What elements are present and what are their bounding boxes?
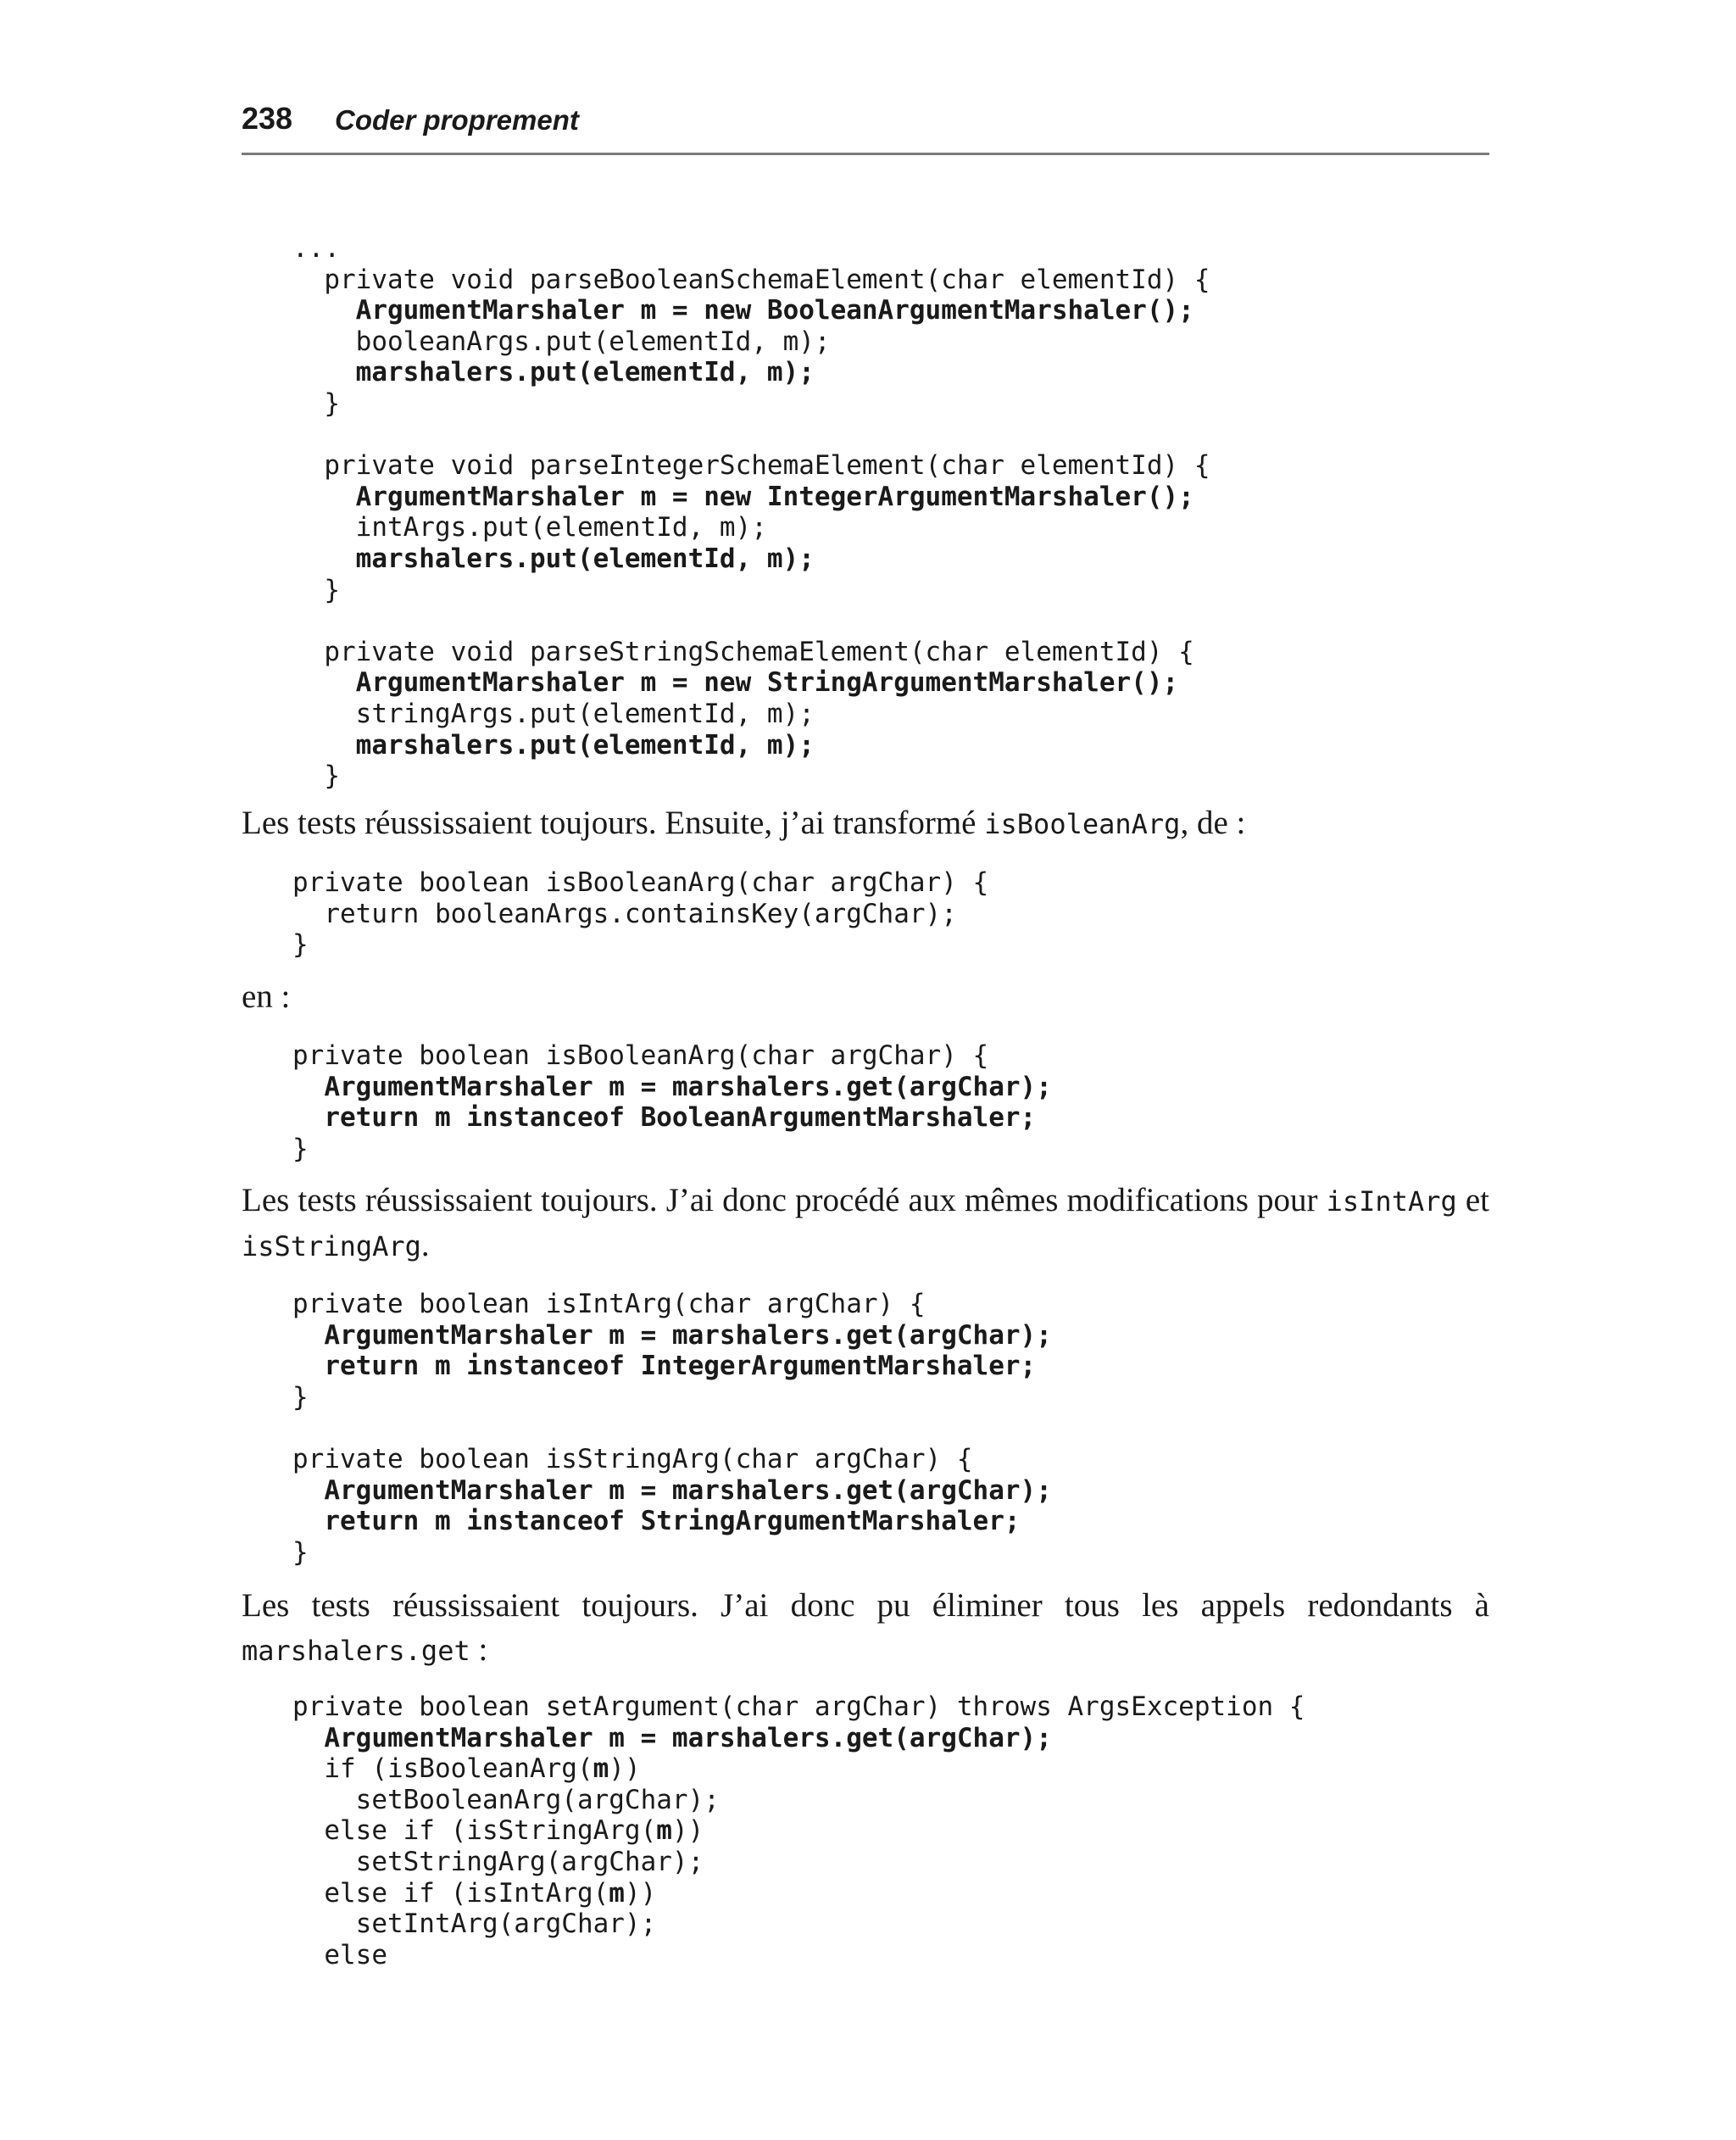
code-bold-segment: ArgumentMarshaler m = new StringArgumentMarshaler(); (355, 667, 1179, 699)
code-block-setArgument (292, 1691, 1305, 1970)
code-line (292, 1289, 1052, 1320)
paragraph-3 (242, 1179, 1489, 1268)
paragraph-1 (242, 801, 1489, 846)
paragraph-3-conj: et (1456, 1182, 1489, 1218)
code-bold-segment: ArgumentMarshaler m = marshalers.get(argChar); (324, 1722, 1052, 1753)
paragraph-3-text: Les tests réussissaient toujours. J’ai donc procédé aux mêmes modifications pour (242, 1182, 1327, 1218)
code-segment: } (292, 574, 340, 605)
code-segment (292, 482, 356, 512)
code-block-isIntArg-isStringArg (292, 1289, 1052, 1568)
code-block-isBooleanArg-after (292, 1040, 1052, 1164)
code-line (292, 1691, 1305, 1723)
code-line (292, 1444, 1052, 1475)
code-line (292, 575, 1210, 606)
code-line (292, 388, 1210, 420)
code-block-isBooleanArg-before (292, 867, 988, 961)
code-line (292, 1537, 1052, 1569)
code-line (292, 357, 1210, 388)
code-line (292, 326, 1210, 358)
paragraph-1-text: Les tests réussissaient toujours. Ensuite, j’ai transformé (242, 805, 985, 841)
code-segment: booleanArgs.put(elementId, m); (292, 326, 831, 357)
code-segment (292, 295, 356, 326)
code-segment: else if (isIntArg( (292, 1877, 609, 1909)
paragraph-2-text: en : (242, 978, 291, 1015)
code-segment: else (292, 1939, 387, 1970)
code-line (292, 482, 1210, 513)
code-segment: return booleanArgs.containsKey(argChar); (292, 898, 957, 929)
code-segment: } (292, 929, 309, 961)
code-segment (292, 1320, 324, 1351)
code-line (292, 867, 988, 899)
code-segment (292, 357, 356, 387)
code-segment: )) (671, 1815, 704, 1847)
code-line (292, 761, 1210, 792)
code-line (292, 1753, 1305, 1785)
code-segment: private void parseStringSchemaElement(char elementId) { (292, 636, 1194, 667)
code-bold-segment: return m instanceof BooleanArgumentMarshaler; (324, 1102, 1037, 1134)
code-segment (292, 1723, 324, 1753)
code-line (292, 1475, 1052, 1507)
code-line (292, 1320, 1052, 1351)
code-line (292, 730, 1210, 761)
code-segment: ... (292, 233, 340, 264)
code-segment (292, 730, 356, 761)
inline-code-isStringArg: isStringArg (242, 1230, 421, 1262)
code-line (292, 1351, 1052, 1382)
inline-code-marshalers-get: marshalers.get (242, 1635, 470, 1667)
code-bold-segment: return m instanceof IntegerArgumentMarshaler; (324, 1351, 1037, 1382)
code-line (292, 295, 1210, 326)
code-line (292, 1134, 1052, 1165)
code-segment: private void parseBooleanSchemaElement(char elementId) { (292, 264, 1210, 295)
code-line (292, 1785, 1305, 1816)
inline-code-isBooleanArg: isBooleanArg (984, 808, 1181, 840)
code-line (292, 1072, 1052, 1103)
code-segment: } (292, 1381, 309, 1413)
code-segment: setStringArg(argChar); (292, 1846, 704, 1877)
code-line (292, 420, 1210, 451)
paragraph-1-tail: , de : (1180, 805, 1246, 841)
code-segment: )) (624, 1877, 657, 1909)
paragraph-4-tail: : (470, 1631, 488, 1668)
code-segment: private boolean isBooleanArg(char argChar) { (292, 1040, 989, 1071)
code-segment: setBooleanArg(argChar); (292, 1784, 720, 1815)
code-segment (292, 1475, 324, 1506)
code-bold-segment: return m instanceof StringArgumentMarshaler; (324, 1506, 1021, 1537)
code-line (292, 1040, 1052, 1072)
code-line (292, 543, 1210, 575)
code-line (292, 1382, 1052, 1413)
code-bold-segment: marshalers.put(elementId, m); (355, 543, 815, 574)
paragraph-2 (242, 975, 1489, 1019)
running-header (242, 100, 1489, 155)
code-segment: private boolean isIntArg(char argChar) { (292, 1289, 926, 1319)
paragraph-4-text: Les tests réussissaient toujours. J’ai donc pu éliminer tous les appels redondants à (242, 1587, 1489, 1624)
code-line (292, 450, 1210, 482)
code-bold-segment: ArgumentMarshaler m = marshalers.get(argChar); (324, 1319, 1052, 1351)
code-segment (292, 667, 356, 698)
code-segment: else if (isStringArg( (292, 1815, 657, 1847)
code-bold-segment: ArgumentMarshaler m = marshalers.get(argChar); (324, 1071, 1052, 1102)
code-line (292, 265, 1210, 296)
code-segment (292, 1102, 324, 1133)
code-bold-segment: ArgumentMarshaler m = new BooleanArgumentMarshaler(); (355, 295, 1194, 326)
code-block-schema-elements (292, 233, 1210, 792)
inline-code-isIntArg: isIntArg (1326, 1185, 1457, 1218)
code-line (292, 1847, 1305, 1878)
code-line (292, 1815, 1305, 1847)
code-line (292, 512, 1210, 543)
code-bold-segment: m (593, 1753, 609, 1785)
code-segment (292, 1506, 324, 1536)
code-bold-segment: marshalers.put(elementId, m); (355, 357, 815, 388)
code-segment: private boolean setArgument(char argChar) throws ArgsException { (292, 1691, 1305, 1722)
code-segment: private void parseIntegerSchemaElement(char elementId) { (292, 450, 1210, 482)
code-line (292, 1506, 1052, 1537)
code-segment: )) (609, 1753, 641, 1785)
code-segment: } (292, 761, 340, 792)
paragraph-4 (242, 1584, 1489, 1673)
code-line (292, 605, 1210, 637)
code-line (292, 637, 1210, 668)
code-segment: private boolean isStringArg(char argChar) { (292, 1443, 973, 1474)
code-line (292, 699, 1210, 730)
running-title: Coder proprement (335, 104, 579, 136)
code-line (292, 1413, 1052, 1444)
paragraph-3-tail: . (420, 1227, 430, 1263)
code-segment: } (292, 1536, 309, 1568)
code-line (292, 899, 988, 930)
code-line (292, 1102, 1052, 1134)
code-bold-segment: ArgumentMarshaler m = marshalers.get(argChar); (324, 1474, 1052, 1506)
code-segment: private boolean isBooleanArg(char argChar) { (292, 867, 989, 898)
code-segment: } (292, 387, 340, 419)
code-segment: setIntArg(argChar); (292, 1909, 657, 1940)
code-bold-segment: ArgumentMarshaler m = new IntegerArgumentMarshaler(); (355, 481, 1194, 512)
code-line (292, 929, 988, 961)
code-segment (292, 1072, 324, 1102)
code-line (292, 667, 1210, 699)
code-line (292, 1878, 1305, 1909)
code-segment (292, 543, 356, 574)
code-bold-segment: m (609, 1877, 625, 1909)
code-segment: } (292, 1133, 309, 1164)
code-segment: stringArgs.put(elementId, m); (292, 698, 815, 729)
page-number: 238 (242, 101, 293, 136)
code-bold-segment: marshalers.put(elementId, m); (355, 729, 815, 761)
code-segment: if (isBooleanArg( (292, 1753, 593, 1785)
code-segment (292, 1351, 324, 1381)
code-bold-segment: m (656, 1815, 672, 1847)
code-line (292, 1909, 1305, 1940)
code-line (292, 1723, 1305, 1754)
code-line (292, 1940, 1305, 1971)
code-line (292, 233, 1210, 265)
code-segment: intArgs.put(elementId, m); (292, 512, 767, 543)
